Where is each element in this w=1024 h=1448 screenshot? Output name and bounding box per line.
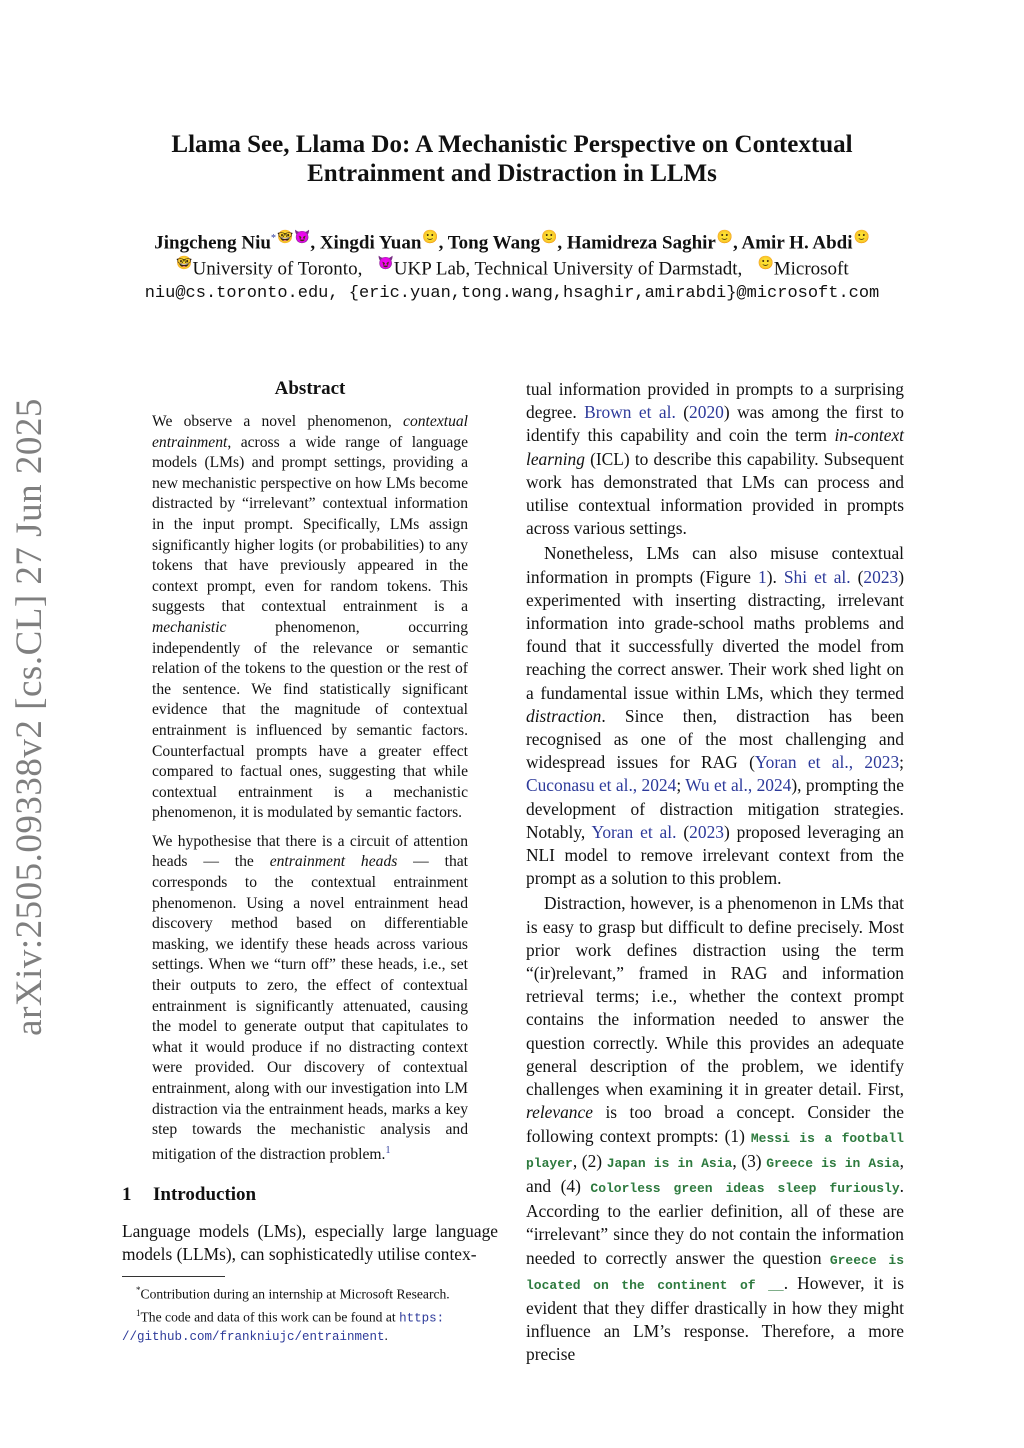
author-list [60, 226, 964, 256]
author-3: , Tong Wang [438, 232, 541, 254]
equal-contribution-mark: * [270, 233, 276, 244]
affiliation-toronto: University of Toronto, [192, 258, 363, 280]
nerd-face-icon: 🤓 [276, 229, 294, 244]
smiley-face-icon: 🙂 [422, 229, 439, 244]
citation-link[interactable]: Shi et al. [783, 566, 851, 587]
devil-face-icon: 😈 [377, 255, 394, 270]
devil-face-icon: 😈 [294, 229, 311, 244]
smiley-face-icon: 🙂 [853, 229, 870, 244]
citation-link[interactable]: Yoran et al., 2023 [754, 752, 900, 773]
author-emails: niu@cs.toronto.edu, {eric.yuan,tong.wang,hsaghir,amirabdi}@microsoft.com [144, 284, 880, 303]
citation-link[interactable]: Cuconasu et al., 2024 [526, 775, 677, 796]
intro-paragraph: Language models (LMs), especially large language models (LLMs), can sophisticatedly utilise contex- [122, 1220, 498, 1264]
title-line-2: Entrainment and Distraction in LLMs [307, 160, 717, 187]
abstract-paragraph-1: We observe a novel phenomenon, contextual entrainment, across a wide range of language models (LMs) and prompt settings, providing a new mechanistic perspective on how LMs become distracted by “irrelevant” contextual information in the input prompt. Specifically, LMs assign significantly higher logits (or probabilities) to any tokens that have previously appeared in the context prompt, even for random tokens. This suggests that contextual entrainment is a mechanistic phenomenon, occurring independently of the relevance or semantic relation of the tokens to the question or the rest of the sentence. We find statistically significant evidence that the magnitude of contextual entrainment is influenced by semantic factors. Counterfactual prompts have a greater effect compared to factual ones, suggesting that while contextual entrainment is a mechanistic phenomenon, it is modulated by semantic factors. [152, 413, 468, 822]
citation-link[interactable]: Wu et al., 2024 [685, 775, 792, 796]
footnote-2-cont: //github.com/frankniujc/entrainment. [122, 1328, 388, 1345]
code-url-link[interactable]: https: [399, 1311, 445, 1326]
author-5: , Amir H. Abdi [733, 232, 853, 254]
arxiv-identifier: arXiv:2505.09338v2 [cs.CL] 27 Jun 2025 [9, 398, 50, 1036]
affiliation-microsoft: Microsoft [773, 258, 849, 280]
footnote-divider [122, 1276, 225, 1277]
citation-year-link[interactable]: 2023 [863, 566, 899, 587]
footnote-2: $^1$The code and data of this work can be found at https: [136, 1307, 445, 1326]
title-line-1: Llama See, Llama Do: A Mechanistic Perspective on Contextual [171, 131, 853, 158]
footnotes [122, 1281, 498, 1346]
smiley-face-icon: 🙂 [757, 255, 774, 270]
author-2: , Xingdi Yuan [310, 232, 422, 254]
code-example-4: Colorless green ideas sleep furiously [590, 1180, 900, 1196]
code-example-1: Messi is a football player [526, 1130, 904, 1171]
footnote-1: *Contribution during an internship at Microsoft Research. [136, 1285, 450, 1302]
citation-year-link[interactable]: 2020 [689, 402, 724, 423]
intro-paragraph-cont: tual information provided in prompts to a surprising degree. Brown et al. (2020) was among the first to identify this capability and coin the term in-context learning (ICL) to describe this capability. Subsequent work has demonstrated that LMs can process and utilise contextual information provided in prompts across various settings. [526, 379, 904, 539]
author-4: , Hamidreza Saghir [557, 232, 716, 254]
abstract-body [152, 412, 468, 1166]
code-example-2: Japan is in Asia [606, 1155, 733, 1171]
intro-paragraph-3: Distraction, however, is a phenomenon in LMs that is easy to grasp but difficult to define precisely. Most prior work defines distraction using the term “(ir)relevant,” framed in RAG and information retrieval terms; i.e., whether the context prompt contains the information needed to answer the question correctly. While this provides an adequate general description of the problem, we identify challenges when examining it in greater detail. First, relevance is too broad a concept. Consider the following context prompts: (1) Messi is a football player, (2) Japan is in Asia, (3) Greece is in Asia, and (4) Colorless green ideas sleep furiously. According to the earlier definition, all of these are “irrelevant” since they do not contain the information needed to correctly answer the question Greece is located on the continent of __. However, it is evident that they differ drastically in how they might influence an LM’s response. Therefore, a more precise [526, 893, 904, 1365]
section-heading-introduction [122, 1182, 498, 1208]
footnote-ref-1[interactable]: 1 [385, 1144, 391, 1156]
smiley-face-icon: 🙂 [716, 229, 734, 244]
intro-paragraph-2: Nonetheless, LMs can also misuse contextual information in prompts (Figure 1). Shi et al. (2023) experimented with inserting distracting, irrelevant information into grade-school maths problems and found that it successfully diverted the model from reaching the correct answer. Their work shed light on a fundamental issue within LMs, which they termed distraction. Since then, distraction has been recognised as one of the most challenging and widespread issues for RAG (Yoran et al., 2023; Cuconasu et al., 2024; Wu et al., 2024), prompting the development of distraction mitigation strategies. Notably, Yoran et al. (2023) proposed leveraging an NLI model to remove irrelevant context from the prompt as a solution to this problem. [526, 543, 905, 889]
citation-link[interactable]: Yoran et al. [591, 821, 677, 842]
abstract-paragraph-2: We hypothesise that there is a circuit of attention heads — the entrainment heads — that corresponds to the contextual entrainment phenomenon. Using a novel entrainment head discovery method based on differentiable masking, we identify these heads across various settings. When we “turn off” these heads, i.e., set their outputs to zero, the effect of contextual entrainment is significantly attenuated, causing the model to generate output that capitulates to what it would produce if no distracting context were provided. Our discovery of contextual entrainment, along with our investigation into LM distraction via the entrainment heads, marks a key step towards the mechanistic analysis and mitigation of the distraction problem.$^1$ [152, 832, 468, 1163]
abstract-heading: Abstract [274, 378, 346, 399]
code-url-link-cont[interactable]: //github.com/frankniujc/entrainment [122, 1330, 385, 1345]
code-example-question: Greece is located on the continent of __ [526, 1252, 904, 1293]
affiliation-ukp: UKP Lab, Technical University of Darmstadt, [393, 258, 743, 280]
section-title: Introduction [153, 1183, 257, 1205]
nerd-face-icon: 🤓 [176, 255, 193, 270]
right-column [526, 378, 904, 1367]
citation-year-link[interactable]: 2023 [689, 821, 724, 842]
section-number: 1 [122, 1183, 132, 1205]
paper-title [100, 130, 924, 188]
affiliations [60, 256, 964, 282]
figure-ref-link[interactable]: 1 [757, 566, 767, 587]
smiley-face-icon: 🙂 [541, 229, 558, 244]
code-example-3: Greece is in Asia [766, 1155, 900, 1171]
citation-link[interactable]: Brown et al. [584, 402, 676, 423]
left-column [122, 376, 498, 1266]
author-1: Jingcheng Niu [154, 232, 271, 254]
